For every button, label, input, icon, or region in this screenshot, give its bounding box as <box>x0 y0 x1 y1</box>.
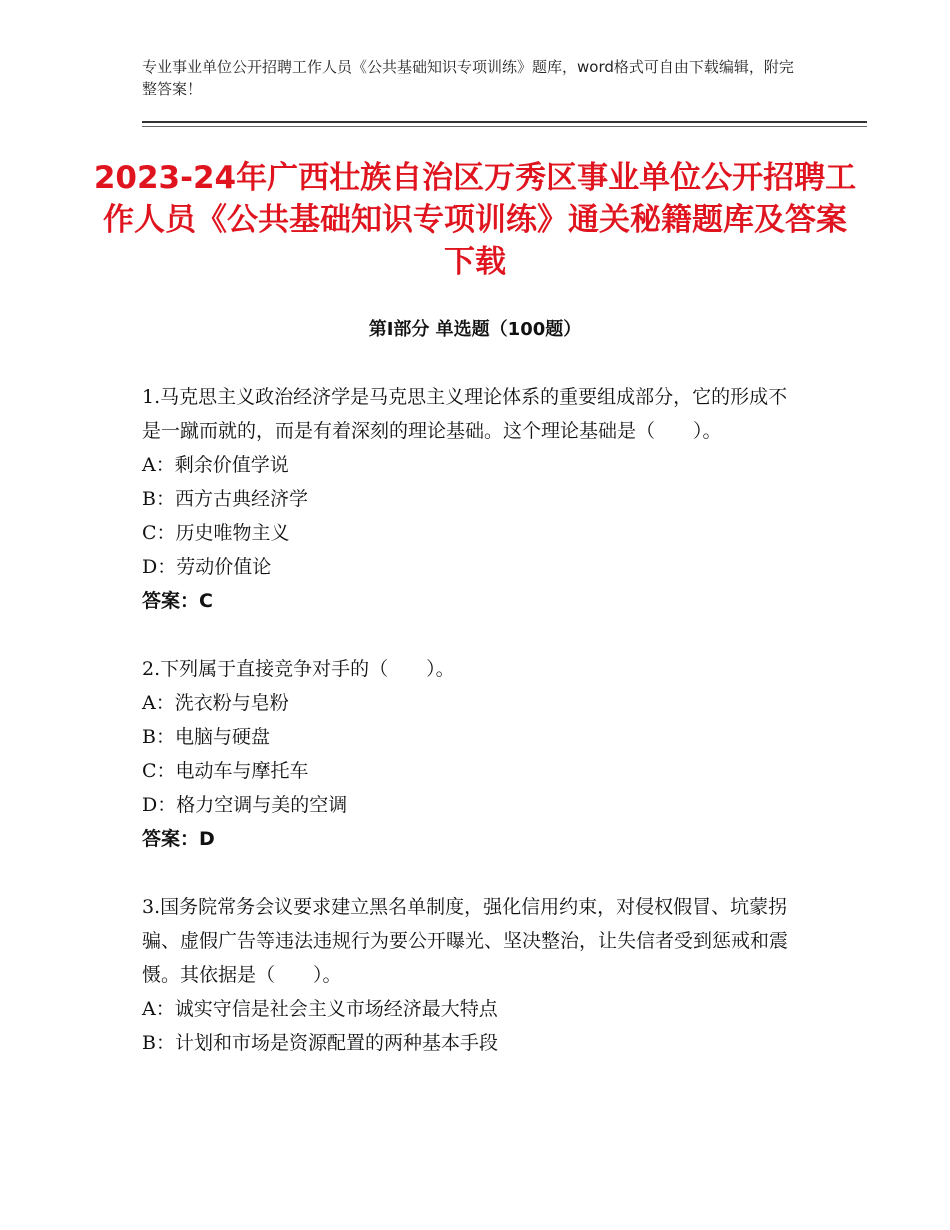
document-title: 2023-24年广西壮族自治区万秀区事业单位公开招聘工作人员《公共基础知识专项训练》通关秘籍题库及答案下载 <box>93 160 857 280</box>
option-b: B：西方古典经济学 <box>142 488 308 510</box>
question-stem: 1.马克思主义政治经济学是马克思主义理论体系的重要组成部分，它的形成不是一蹴而就的，而是有着深刻的理论基础。这个理论基础是（ ）。 <box>142 386 788 442</box>
question-2 <box>142 652 802 856</box>
option-d: D：格力空调与美的空调 <box>142 794 348 816</box>
question-stem: 3.国务院常务会议要求建立黑名单制度，强化信用约束，对侵权假冒、坑蒙拐骗、虚假广告等违法违规行为要公开曝光、坚决整治，让失信者受到惩戒和震慑。其依据是（ ）。 <box>142 896 789 986</box>
question-stem: 2.下列属于直接竞争对手的（ ）。 <box>142 658 455 680</box>
option-a: A：诚实守信是社会主义市场经济最大特点 <box>142 998 498 1020</box>
question-3 <box>142 890 802 1060</box>
option-c: C：历史唯物主义 <box>142 522 290 544</box>
option-a: A：洗衣粉与皂粉 <box>142 692 289 714</box>
answer: 答案：C <box>142 590 213 612</box>
option-b: B：电脑与硬盘 <box>142 726 270 748</box>
question-1 <box>142 380 802 618</box>
option-a: A：剩余价值学说 <box>142 454 289 476</box>
option-d: D：劳动价值论 <box>142 556 272 578</box>
header-rule-thin <box>142 126 867 127</box>
question-list <box>142 380 802 1094</box>
option-b: B：计划和市场是资源配置的两种基本手段 <box>142 1032 498 1054</box>
header-rule-thick <box>142 121 867 123</box>
section-heading: 第Ⅰ部分 单选题（100题） <box>368 319 582 340</box>
answer: 答案：D <box>142 828 215 850</box>
header-note: 专业事业单位公开招聘工作人员《公共基础知识专项训练》题库，word格式可自由下载编辑，附完整答案！ <box>142 58 794 98</box>
option-c: C：电动车与摩托车 <box>142 760 309 782</box>
